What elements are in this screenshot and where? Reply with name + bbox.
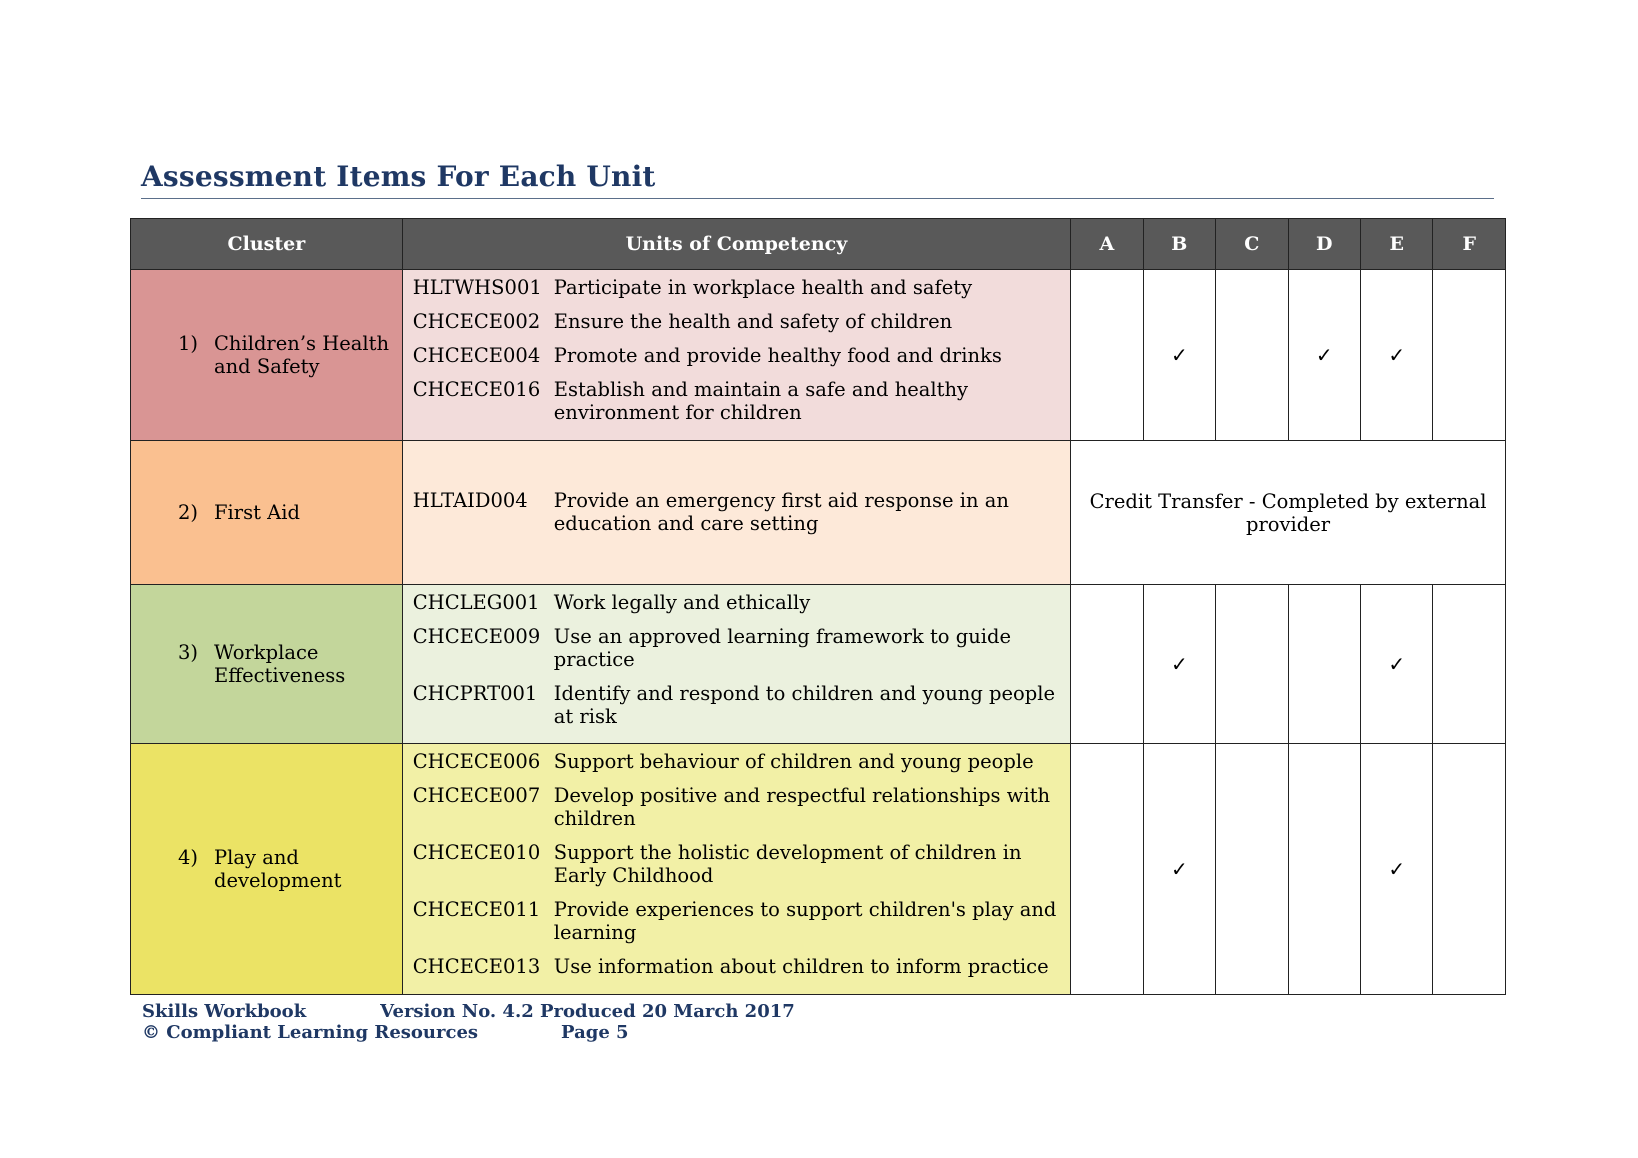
assessment-cell-a [1071, 585, 1143, 744]
assessment-cell-b [1143, 270, 1215, 441]
cluster-name: Play and development [214, 846, 342, 892]
header-col-e: E [1361, 219, 1433, 270]
unit-item [413, 489, 1062, 535]
assessment-cell-c [1216, 270, 1288, 441]
unit-title: Ensure the health and safety of children [553, 310, 953, 333]
unit-title: Establish and maintain a safe and healthy environment for children [553, 378, 969, 424]
unit-code: CHCECE009 [412, 625, 541, 648]
assessment-cell-e [1361, 270, 1433, 441]
title-underline [141, 198, 1494, 199]
unit-item [413, 955, 1062, 978]
assessment-cell-d [1288, 585, 1360, 744]
header-col-f: F [1433, 219, 1506, 270]
check-mark-icon: ✓ [1315, 343, 1333, 367]
assessment-cell-c [1216, 744, 1288, 995]
unit-code: CHCECE016 [412, 378, 541, 401]
unit-item [413, 784, 1062, 830]
cluster-label [131, 641, 402, 687]
footer-line-2 [142, 1022, 629, 1043]
unit-item [413, 682, 1062, 728]
unit-item [413, 591, 1062, 614]
unit-code: HLTAID004 [412, 488, 528, 512]
unit-title: Support the holistic development of children in Early Childhood [553, 841, 1022, 887]
assessment-cell-d [1288, 744, 1360, 995]
assessment-table [130, 218, 1506, 995]
credit-transfer-note: Credit Transfer - Completed by external provider [1071, 441, 1506, 585]
unit-code: CHCECE011 [412, 898, 541, 921]
unit-title: Provide experiences to support children's play and learning [553, 898, 1057, 944]
cluster-label [131, 332, 402, 378]
unit-title: Participate in workplace health and safety [553, 276, 973, 299]
cluster-name: Children’s Health and Safety [214, 332, 390, 378]
unit-title: Work legally and ethically [553, 591, 811, 614]
check-mark-icon: ✓ [1170, 857, 1188, 881]
cluster-row [131, 585, 1506, 744]
cluster-row [131, 270, 1506, 441]
assessment-cell-d [1288, 270, 1360, 441]
unit-code: CHCECE010 [412, 841, 541, 864]
unit-item [413, 750, 1062, 773]
footer-page-number: Page 5 [561, 1022, 629, 1043]
units-cell [402, 585, 1070, 744]
assessment-cell-f [1433, 585, 1506, 744]
unit-code: CHCECE004 [412, 344, 541, 367]
unit-code: CHCECE002 [412, 310, 541, 333]
unit-code: CHCLEG001 [412, 591, 540, 614]
check-mark-icon: ✓ [1388, 652, 1406, 676]
assessment-cell-a [1071, 744, 1143, 995]
unit-title: Support behaviour of children and young people [553, 750, 1034, 773]
cluster-name: First Aid [214, 501, 300, 524]
cluster-name: Workplace Effectiveness [214, 641, 346, 687]
unit-code: HLTWHS001 [412, 276, 542, 299]
unit-item [413, 378, 1062, 424]
unit-code: CHCECE013 [412, 955, 541, 978]
header-units: Units of Competency [402, 219, 1070, 270]
cluster-number: 3) [178, 641, 199, 664]
header-cluster: Cluster [131, 219, 403, 270]
unit-code: CHCECE007 [412, 784, 541, 807]
unit-title: Use information about children to inform practice [553, 955, 1049, 978]
page-title: Assessment Items For Each Unit [141, 160, 656, 193]
assessment-cell-f [1433, 270, 1506, 441]
table-body [131, 270, 1506, 995]
unit-title: Identify and respond to children and young people at risk [553, 682, 1056, 728]
assessment-cell-c [1216, 585, 1288, 744]
unit-title: Use an approved learning framework to guide practice [553, 625, 1012, 671]
header-col-d: D [1288, 219, 1360, 270]
cluster-number: 4) [178, 846, 199, 869]
unit-item [413, 898, 1062, 944]
unit-title: Provide an emergency first aid response in an education and care setting [553, 488, 1009, 535]
unit-item [413, 625, 1062, 671]
assessment-cell-f [1433, 744, 1506, 995]
assessment-cell-e [1361, 585, 1433, 744]
check-mark-icon: ✓ [1388, 857, 1406, 881]
unit-item [413, 344, 1062, 367]
unit-code: CHCECE006 [412, 750, 541, 773]
header-col-c: C [1216, 219, 1288, 270]
unit-title: Develop positive and respectful relationships with children [553, 784, 1051, 830]
unit-code: CHCPRT001 [412, 682, 538, 705]
cluster-number: 2) [178, 501, 199, 524]
cluster-label [131, 501, 402, 524]
footer-version: Version No. 4.2 Produced 20 March 2017 [380, 1001, 795, 1022]
footer-line-1 [142, 1001, 795, 1022]
footer-workbook: Skills Workbook [142, 1001, 307, 1022]
units-cell [402, 744, 1070, 995]
check-mark-icon: ✓ [1388, 343, 1406, 367]
unit-title: Promote and provide healthy food and drinks [553, 344, 1002, 367]
cluster-cell [131, 270, 403, 441]
cluster-cell [131, 441, 403, 585]
assessment-cell-b [1143, 744, 1215, 995]
cluster-row [131, 441, 1506, 585]
unit-item [413, 841, 1062, 887]
check-mark-icon: ✓ [1170, 343, 1188, 367]
header-col-a: A [1071, 219, 1143, 270]
assessment-cell-e [1361, 744, 1433, 995]
cluster-number: 1) [178, 332, 199, 355]
unit-item [413, 276, 1062, 299]
cluster-cell [131, 585, 403, 744]
check-mark-icon: ✓ [1170, 652, 1188, 676]
header-row [131, 219, 1506, 270]
footer-copyright: © Compliant Learning Resources [142, 1022, 479, 1043]
cluster-label [131, 846, 402, 892]
assessment-cell-b [1143, 585, 1215, 744]
units-cell [402, 270, 1070, 441]
assessment-cell-a [1071, 270, 1143, 441]
unit-item [413, 310, 1062, 333]
cluster-cell [131, 744, 403, 995]
units-cell [402, 441, 1070, 585]
header-col-b: B [1143, 219, 1215, 270]
cluster-row [131, 744, 1506, 995]
